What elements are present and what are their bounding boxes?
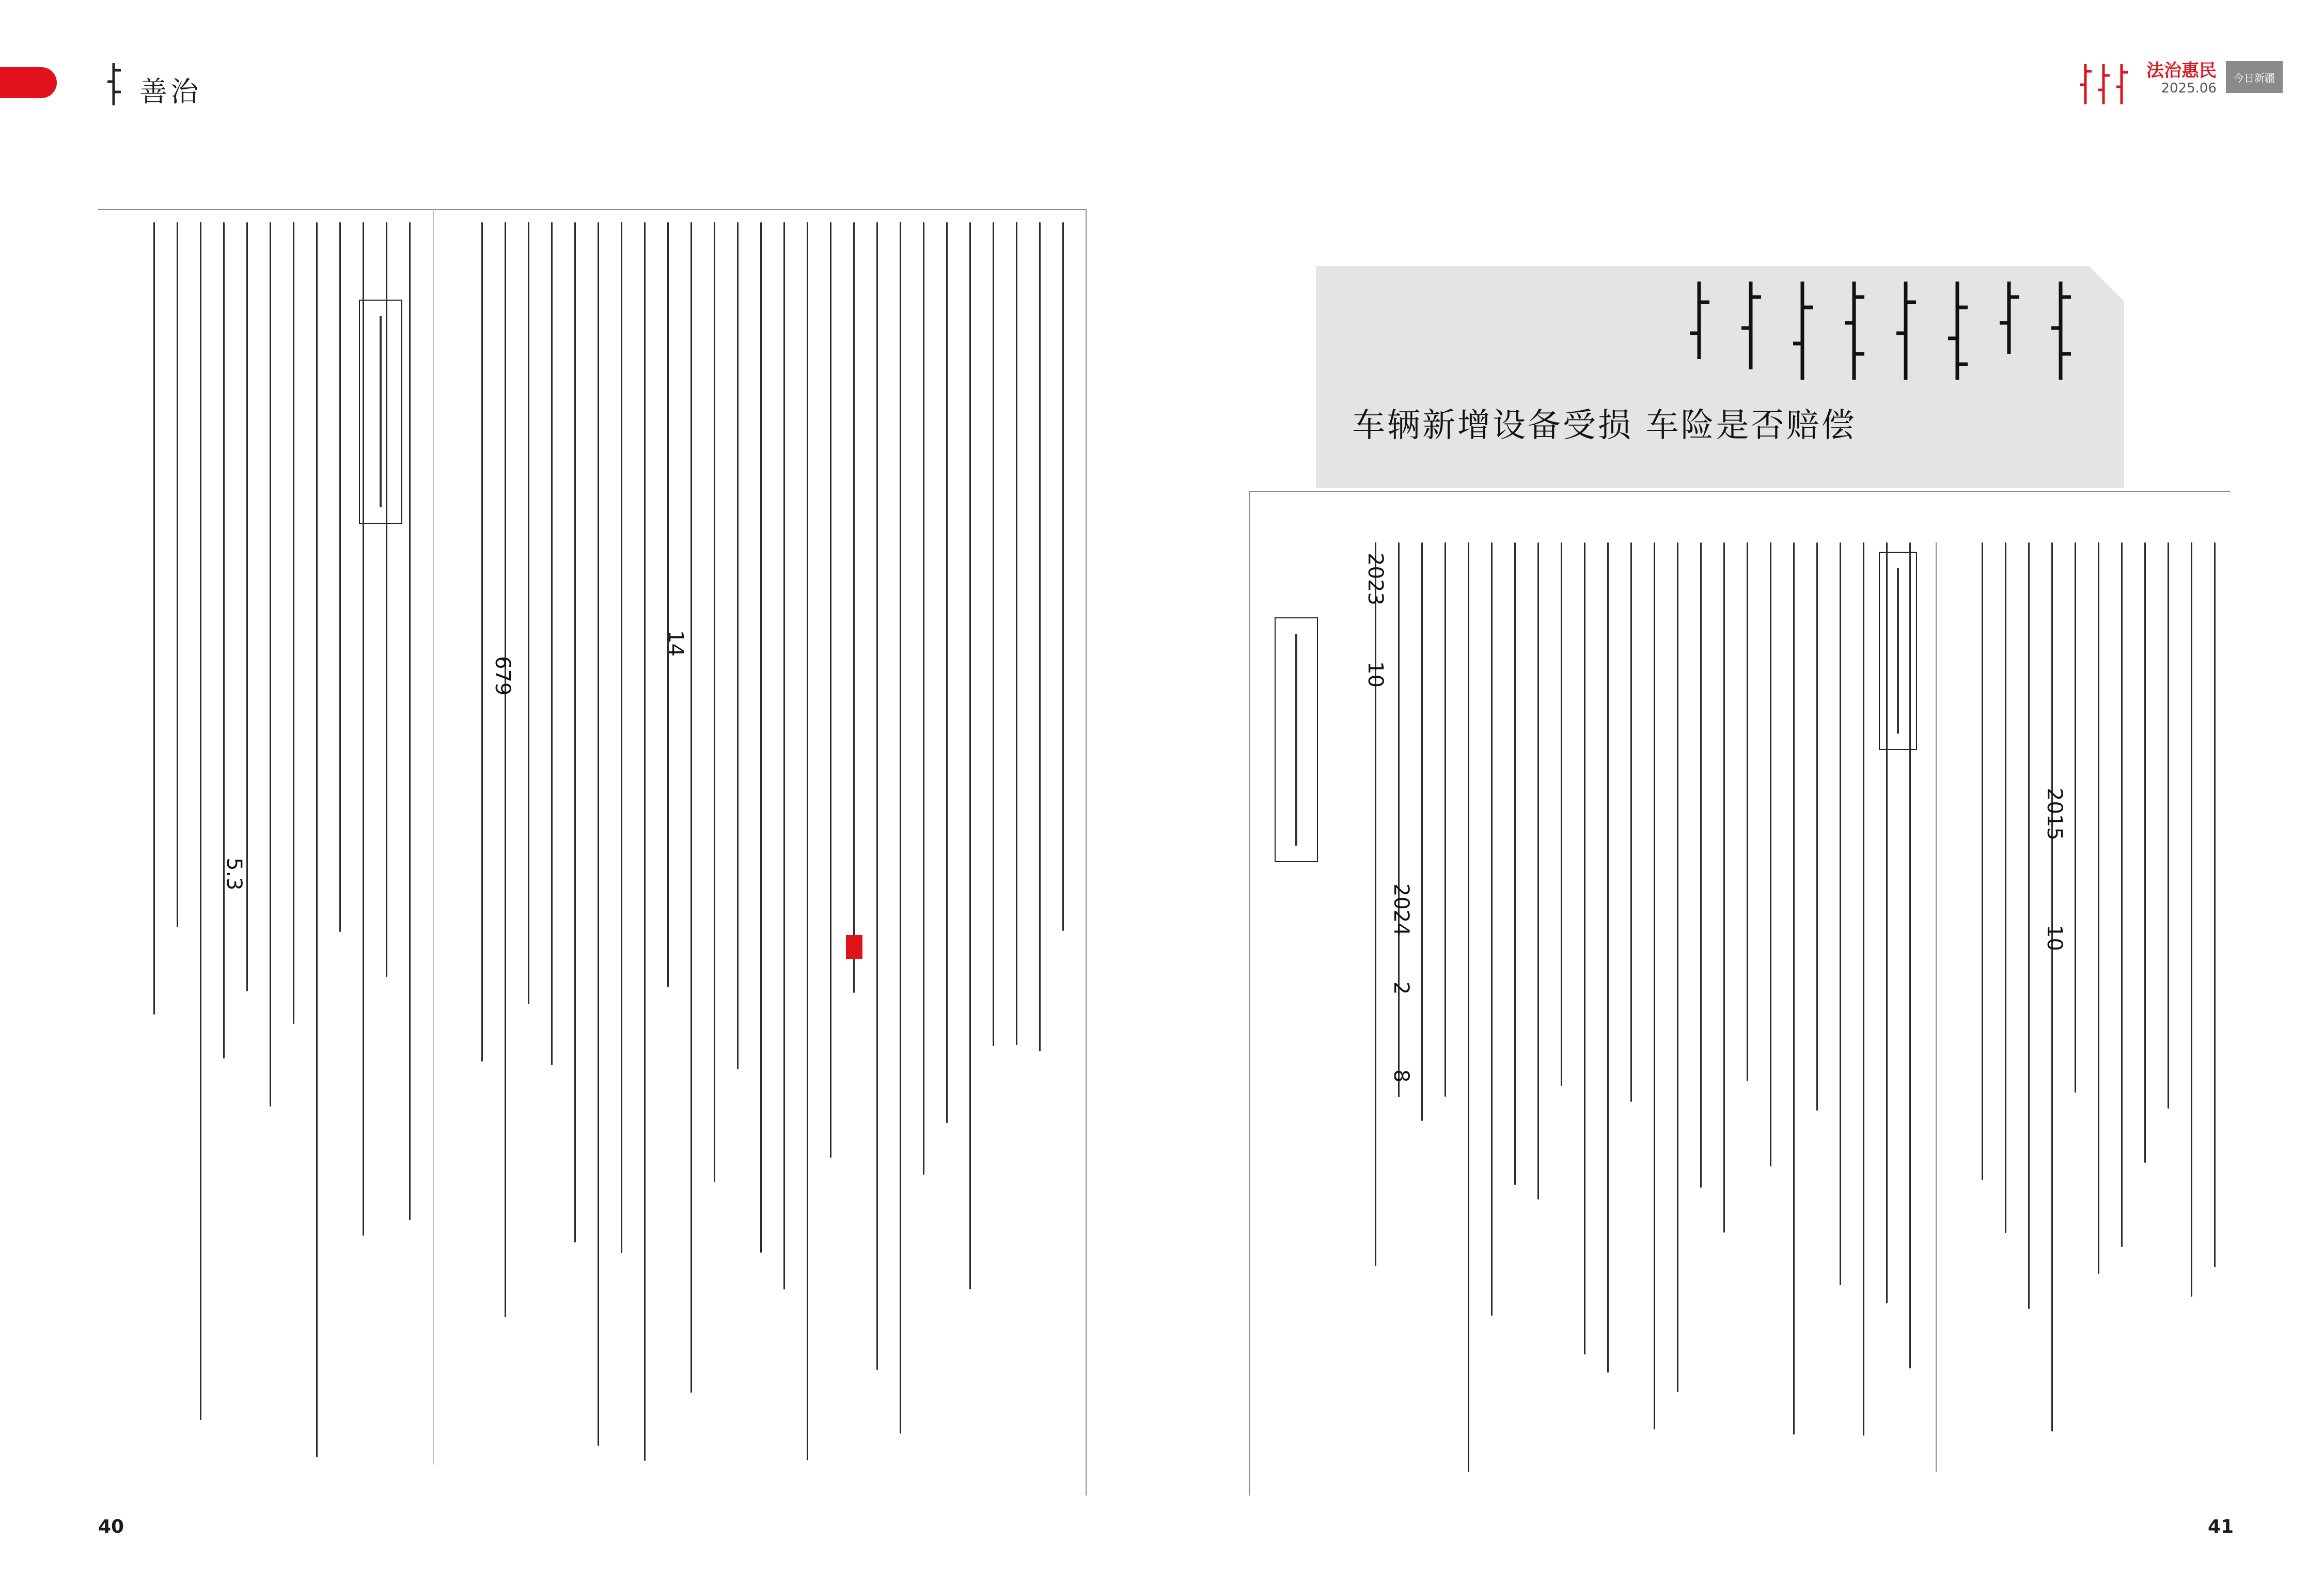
text-column bbox=[2028, 542, 2030, 1309]
text-column bbox=[714, 222, 715, 1182]
number-in-text: 2 bbox=[1389, 982, 1413, 995]
text-column bbox=[270, 222, 271, 1107]
text-column bbox=[830, 222, 831, 1158]
text-column bbox=[1863, 542, 1864, 1436]
text-column bbox=[409, 222, 411, 1220]
text-column bbox=[1982, 542, 1983, 1180]
text-column bbox=[2075, 542, 2076, 1093]
issue-date: 2025.06 bbox=[2161, 81, 2217, 96]
text-column bbox=[1561, 542, 1562, 1086]
vertical-text-block bbox=[1363, 542, 1911, 1488]
text-column bbox=[923, 222, 924, 1175]
text-column bbox=[153, 222, 155, 1015]
section-name: 法治惠民 bbox=[2146, 60, 2217, 81]
text-column bbox=[783, 222, 785, 1289]
section-title-left: 善治 bbox=[139, 75, 201, 108]
text-column bbox=[1375, 542, 1376, 1266]
text-column bbox=[900, 222, 901, 1434]
text-column bbox=[1816, 542, 1818, 1111]
text-column bbox=[1723, 542, 1725, 1233]
text-column bbox=[1491, 542, 1493, 1316]
text-column bbox=[1514, 542, 1516, 1185]
text-column bbox=[1630, 542, 1632, 1102]
text-column bbox=[1654, 542, 1655, 1429]
text-column bbox=[946, 222, 948, 1123]
number-in-text: 10 bbox=[1363, 661, 1387, 688]
vertical-text-block bbox=[1957, 542, 2216, 1488]
text-column bbox=[760, 222, 762, 1253]
text-column bbox=[551, 222, 553, 1065]
vertical-text-block bbox=[454, 222, 1064, 1467]
text-column bbox=[574, 222, 576, 1242]
text-column bbox=[386, 222, 387, 977]
text-column bbox=[1700, 542, 1702, 1188]
text-column bbox=[621, 222, 622, 1253]
number-in-text: 10 bbox=[2043, 925, 2066, 951]
text-column bbox=[2144, 542, 2146, 1163]
text-column bbox=[363, 222, 364, 1236]
number-in-text: 8 bbox=[1389, 1069, 1413, 1083]
text-column bbox=[1468, 542, 1469, 1472]
article-title-mongolian bbox=[1668, 276, 2081, 385]
text-column bbox=[737, 222, 739, 1069]
text-column bbox=[2191, 542, 2192, 1297]
text-column bbox=[1886, 542, 1888, 1303]
text-column bbox=[2121, 542, 2123, 1247]
text-column bbox=[667, 222, 669, 987]
text-column bbox=[1770, 542, 1771, 1166]
page-number-left: 40 bbox=[98, 1516, 124, 1537]
text-column bbox=[1537, 542, 1539, 1200]
article-title-chinese: 车辆新增设备受损 车险是否赔偿 bbox=[1352, 407, 1857, 445]
text-column bbox=[1016, 222, 1017, 1045]
text-column bbox=[598, 222, 599, 1446]
text-column bbox=[177, 222, 178, 927]
text-column bbox=[528, 222, 529, 1004]
page-number-right: 41 bbox=[2208, 1516, 2234, 1537]
text-column bbox=[1840, 542, 1841, 1285]
number-in-text: 679 bbox=[491, 656, 514, 696]
text-column bbox=[1677, 542, 1678, 1392]
text-column bbox=[505, 222, 506, 1317]
number-in-text: 14 bbox=[664, 630, 687, 657]
left-page-divider bbox=[433, 209, 434, 1465]
text-column bbox=[2098, 542, 2099, 1274]
vertical-text-block bbox=[111, 222, 411, 1467]
text-column bbox=[1747, 542, 1748, 1081]
text-column bbox=[339, 222, 341, 932]
text-column bbox=[1421, 542, 1423, 1121]
text-column bbox=[853, 222, 855, 993]
text-column bbox=[1909, 542, 1911, 1368]
red-section-tab bbox=[0, 67, 57, 98]
mongolian-script-red-mark bbox=[2075, 61, 2137, 107]
text-column bbox=[223, 222, 225, 1058]
text-column bbox=[2005, 542, 2006, 1233]
number-in-text: 5.3 bbox=[222, 858, 246, 891]
number-in-text: 2015 bbox=[2043, 788, 2066, 840]
text-column bbox=[807, 222, 808, 1460]
text-column bbox=[2214, 542, 2216, 1267]
text-column bbox=[1062, 222, 1064, 931]
text-column bbox=[246, 222, 248, 991]
mongolian-script-mark bbox=[98, 61, 129, 107]
text-column bbox=[876, 222, 878, 1370]
text-column bbox=[1793, 542, 1795, 1435]
text-column bbox=[293, 222, 294, 1024]
text-column bbox=[644, 222, 646, 1461]
magazine-logo: 今日新疆 bbox=[2226, 61, 2283, 93]
text-column bbox=[1607, 542, 1609, 1373]
text-column bbox=[1444, 542, 1446, 1097]
text-column bbox=[690, 222, 692, 1393]
text-column bbox=[200, 222, 201, 1420]
section-meta bbox=[2146, 61, 2217, 96]
right-page-divider bbox=[1936, 542, 1937, 1472]
text-column bbox=[481, 222, 483, 1062]
text-column bbox=[2051, 542, 2053, 1431]
number-in-text: 2024 bbox=[1389, 883, 1413, 936]
number-in-text: 2023 bbox=[1363, 553, 1387, 605]
text-column bbox=[1398, 542, 1400, 1097]
section-heading-box bbox=[1275, 617, 1318, 862]
text-column bbox=[2168, 542, 2169, 1109]
text-column bbox=[1584, 542, 1585, 1355]
header-right bbox=[2075, 61, 2283, 113]
text-column bbox=[969, 222, 971, 1289]
text-column bbox=[993, 222, 994, 1046]
red-end-mark bbox=[846, 935, 862, 959]
text-column bbox=[1039, 222, 1041, 1051]
text-column bbox=[316, 222, 318, 1457]
